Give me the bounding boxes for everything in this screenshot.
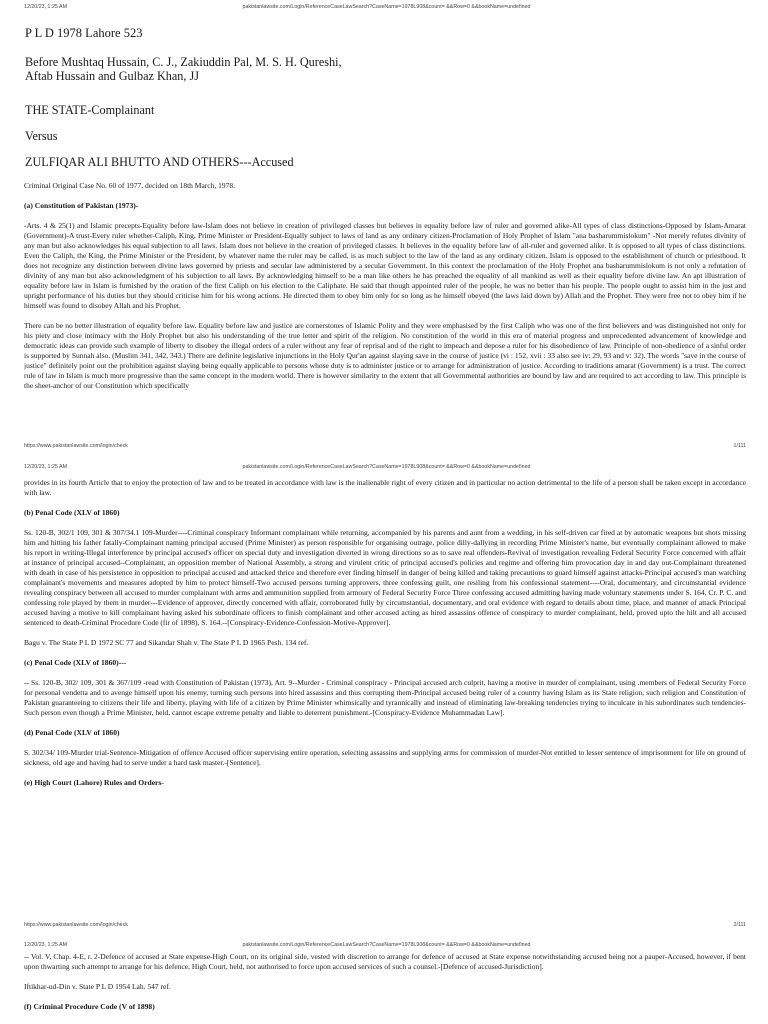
headnote-d-text: S. 302/34/ 109-Murder trial-Sentence-Mitigation of offence Accused officer supervising entire operation, selecting assassins and supplying arms for commission of murder-Not entitled to lesser sentence of imprisonment for life on ground of sickness, old age and having had to serve under a hard task master.-[Sentence]. bbox=[24, 748, 746, 767]
print-url: pakistanlawsite.com/Login/ReferenceCaseLawSearch?CaseName=1978L908&count= &&Row=0 &&bookName=undefined bbox=[242, 464, 531, 470]
versus: Versus bbox=[25, 129, 58, 143]
footer-url: https://www.pakistanlawsite.com/login/check bbox=[24, 922, 128, 928]
bench-line-2: Aftab Hussain and Gulbaz Khan, JJ bbox=[25, 69, 199, 83]
page-1-body bbox=[24, 12, 746, 441]
headnote-b-heading: (b) Penal Code (XLV of 1860) bbox=[24, 508, 120, 517]
print-header bbox=[24, 938, 746, 950]
document-page-3 bbox=[0, 938, 768, 1024]
bench bbox=[25, 55, 746, 83]
headnote-c-text: -- Ss. 120-B, 302/ 109, 301 & 367/109 -read with Constitution of Pakistan (1973), Art. 9--Murder - Criminal conspiracy - Principal accused arch culprit, having a motive in murder of complainant, using .members of Federal Security Force for personal vendetta and to avenge himself upon his enemy, turning such persons into hired assassins and thus corrupting them-Principal accused being ruler of a country having Islam as its State religion, such religion and Constitution of Pakistan guaranteeing to citizens their life and liberty, playing with life of a citizen by Prime Minister whimsically and tyrannically and instead of eliminating law-breaking tendencies trying to inculcate in his subordinates such tendencies-Such person even though a Prime Minister, held, cannot escape extreme penalty and liable to deterrent punishment.-[Conspiracy-Evidence Muhammadan Law]. bbox=[24, 678, 746, 717]
print-timestamp: 12/20/23, 1:25 AM bbox=[24, 4, 67, 10]
case-number: Criminal Original Case No. 60 of 1977, decided on 18th March, 1978. bbox=[24, 181, 236, 190]
headnote-e-text: -- Vol. V, Chap. 4-E, r. 2-Defence of accused at State expense-High Court, on its original side, vested with discretion to arrange for defence of accused at State expense notwithstanding accused being not a pauper-Accused, however, if bent upon thwarting such attempt to arrange for his defence, High Court, held, not authorised to force upon accused services of such a counsel.-[Defence of accused-Jurisdiction]. bbox=[24, 952, 746, 971]
headnote-b-text: Ss. 120-B, 302/1 109, 301 & 307/34.1 109-Murder----Criminal conspiracy Informant complainant while returning, accompanied by his parents and aunt from a wedding, in his self-driven car fired at by automatic weapons but shots missing him and hitting his father fatally-Complainant naming principal accused (Prime Minister) as person responsible for organising outrage, police dilly-dallying in recording Prime Minister's name, but eventually complainant allowed to make his report in writing-Illegal interference by principal accused's officer on special duty and investigation diverted in wrong directions so as to save real offenders-Revival of investigation revealing Federal Security Force concerned with affair at instance of principal accused--Complainant, an opposition member of National Assembly, a strong and virulent critic of principal accused's policies and regime and offering him provocation day in and day out-Complainant threatened with death in case of his persistence in opposition to principal accused and attacked thrice and therefore ever finding himself in danger of being killed and taking precautions to guard himself against attacks-Principal accused's man watching complainant's movements and measures adopted by him to protect himself-Two accused persons turning approvers, three confessing guilt, one resiling from his confessional statement----Oral, documentary, and circumstantial evidence revealing conspiracy between all accused to murder complainant with arms and ammunition supplied from armoury of Federal Security Force Three confessing accused admitting having made voluntary statements under S. 164, Cr. P. C. and confessing role played by them in murder---Evidence of approver, directly concerned with affair, corroborated fully by circumstantial, documentary, and oral evidence with regard to details about time, place, and manner of attack Principal accused having a motive to kill complainant having asked his subordinate officers to finish complainant and other accused acting as hired assassins offence of conspiracy to murder complainant, held, proved upto the hilt and all accused sentenced to death-Criminal Procedure Code (fir of 1898), S. 164.--[Conspiracy-Evidence-Confession-Motive-Approver]. bbox=[24, 528, 746, 627]
references-b: Bagu v. The State P L D 1972 SC 77 and Sikandar Shah v. The State P L D 1965 Pesh. 134 ref. bbox=[24, 638, 309, 647]
bench-line-1: Before Mushtaq Hussain, C. J., Zakiuddin Pal, M. S. H. Qureshi, bbox=[25, 55, 342, 69]
print-header bbox=[24, 0, 746, 12]
headnote-c-heading: (c) Penal Code (XLV of 1860)--- bbox=[24, 658, 127, 667]
accused: ZULFIQAR ALI BHUTTO AND OTHERS---Accused bbox=[25, 155, 294, 169]
document-page-1 bbox=[0, 0, 768, 460]
print-timestamp: 12/20/23, 1:25 AM bbox=[24, 464, 67, 470]
headnote-a-text-end: provides in its fourth Article that to enjoy the protection of law and to be treated in accordance with law is the inalienable right of every citizen and in particular no action detrimental to the life of a person shall be taken except in accordance with law. bbox=[24, 478, 746, 497]
page-number: 1/111 bbox=[733, 443, 746, 449]
print-timestamp: 12/20/23, 1:25 AM bbox=[24, 942, 67, 948]
references-e: Iftikhar-ud-Din v. State P L D 1954 Lah. 547 ref. bbox=[24, 982, 171, 991]
complainant: THE STATE-Complainant bbox=[25, 103, 155, 117]
headnote-e-heading: (e) High Court (Lahore) Rules and Orders- bbox=[24, 778, 164, 787]
footer-url: https://www.pakistanlawsite.com/login/check bbox=[24, 443, 128, 449]
print-header bbox=[24, 460, 746, 472]
headnote-f-heading: (f) Criminal Procedure Code (V of 1898) bbox=[24, 1002, 155, 1011]
headnote-a-heading: (a) Constitution of Pakistan (1973)- bbox=[24, 201, 139, 210]
page-number: 2/111 bbox=[733, 922, 746, 928]
headnote-a-text: -Arts. 4 & 25(1) and Islamic precepts-Equality before law-Islam does not believe in creation of privileged classes but believes in equality before law of ruler and governed alike-All types of class distinctions-Opposed by Islam-Amarat (Government)-A trust-Every ruler whether-Caliph, King, Prime Minister or President-Equally subject to laws of land as any ordinary citizen-Proclamation of Holy Prophet of Islam "ana basharummislokum" -Not merely refutes divinity of any man but also acknowledges his equal subjection to all laws. Islam does not believe in the creation of privileged classes. It believes in the equality before law of all-ruler and governed alike. It is opposed to all types of class distinctions. Even the Caliph, the King, the Prime Minister or the President, by whatever name the ruler may be called, is as much subject to the law of the land as any ordinary citizen. Islam is opposed to the establishment of church or priesthood. It does not recognize any distinction between divine laws governed by priests and secular law administered by a secular Government. In this context the proclamation of the Holy Prophet ana basharummislokum is not only a refutation of divinity of any man but also acknowledgment of his subjection to all laws. By acknowledging himself to be a man like others he has preached the equality of all mankind as well as their equality before divine law. An apt illustration of equality before law in Islam is furnished by the oration of the first Caliph on his election to the Caliphate. He said that though appointed ruler of the people, he was no better than his people. The people ought to assist him in the just and upright performance of his duties but they should criticise him for his wrong actions. He directed them to obey him only for so long as he himself obeyed (the laws laid down by) Allah and the Prophet. They were free not to obey him if he himself was found to disobey Allah and his Prophet. bbox=[24, 221, 746, 310]
page-2-body bbox=[24, 472, 746, 920]
headnote-d-heading: (d) Penal Code (XLV of 1860) bbox=[24, 728, 120, 737]
document-page-2 bbox=[0, 460, 768, 938]
print-footer bbox=[24, 920, 746, 930]
citation: P L D 1978 Lahore 523 bbox=[25, 26, 143, 40]
print-url: pakistanlawsite.com/Login/ReferenceCaseLawSearch?CaseName=1978L908&count= &&Row=0 &&bookName=undefined bbox=[242, 4, 531, 10]
print-footer bbox=[24, 441, 746, 451]
print-url: pakistanlawsite.com/Login/ReferenceCaseLawSearch?CaseName=1978L908&count= &&Row=0 &&bookName=undefined bbox=[242, 942, 531, 948]
headnote-a-text-continued: There can be no better illustration of equality before law. Equality before law and justice are cornerstones of Islamic Polity and they were emphasised by the first Caliph who was one of the first believers and was distinguished not only for his piety and close intimacy with the Holy Prophet but also his understanding of the true letter and spirit of the religion. No constitution of the world in this era of material progress and unprecedented advancement of knowledge and democratic ideas can provide such example of liberty to disobey the illegal orders of a ruler without any fear of reprisal and of the right to impeach and depose a ruler for his disobedience of law. Principle of non-obedience of a sinful order is supported by Sunnah also. (Muslim 341, 342, 343.) There are definite legislative injunctions in the Holy Qur'an against slaying save in the course of justice (vi : 152, xvii : 33 also see iv: 29, 93 and v: 32). The words "save in the course of justice" definitely point out the prohibition against slaying being equally applicable to persons whose duty is to administer justice or to arrange for administration of justice. According to traditions amarat (Government) is a trust. The correct rule of law in Islam is much more progressive than the same concept in the modern world. There is however similarity to the extent that all Governmental authorities are bound by law and are required to act according to law. This principle is the sheet-anchor of our Constitution which specifically bbox=[24, 321, 746, 390]
